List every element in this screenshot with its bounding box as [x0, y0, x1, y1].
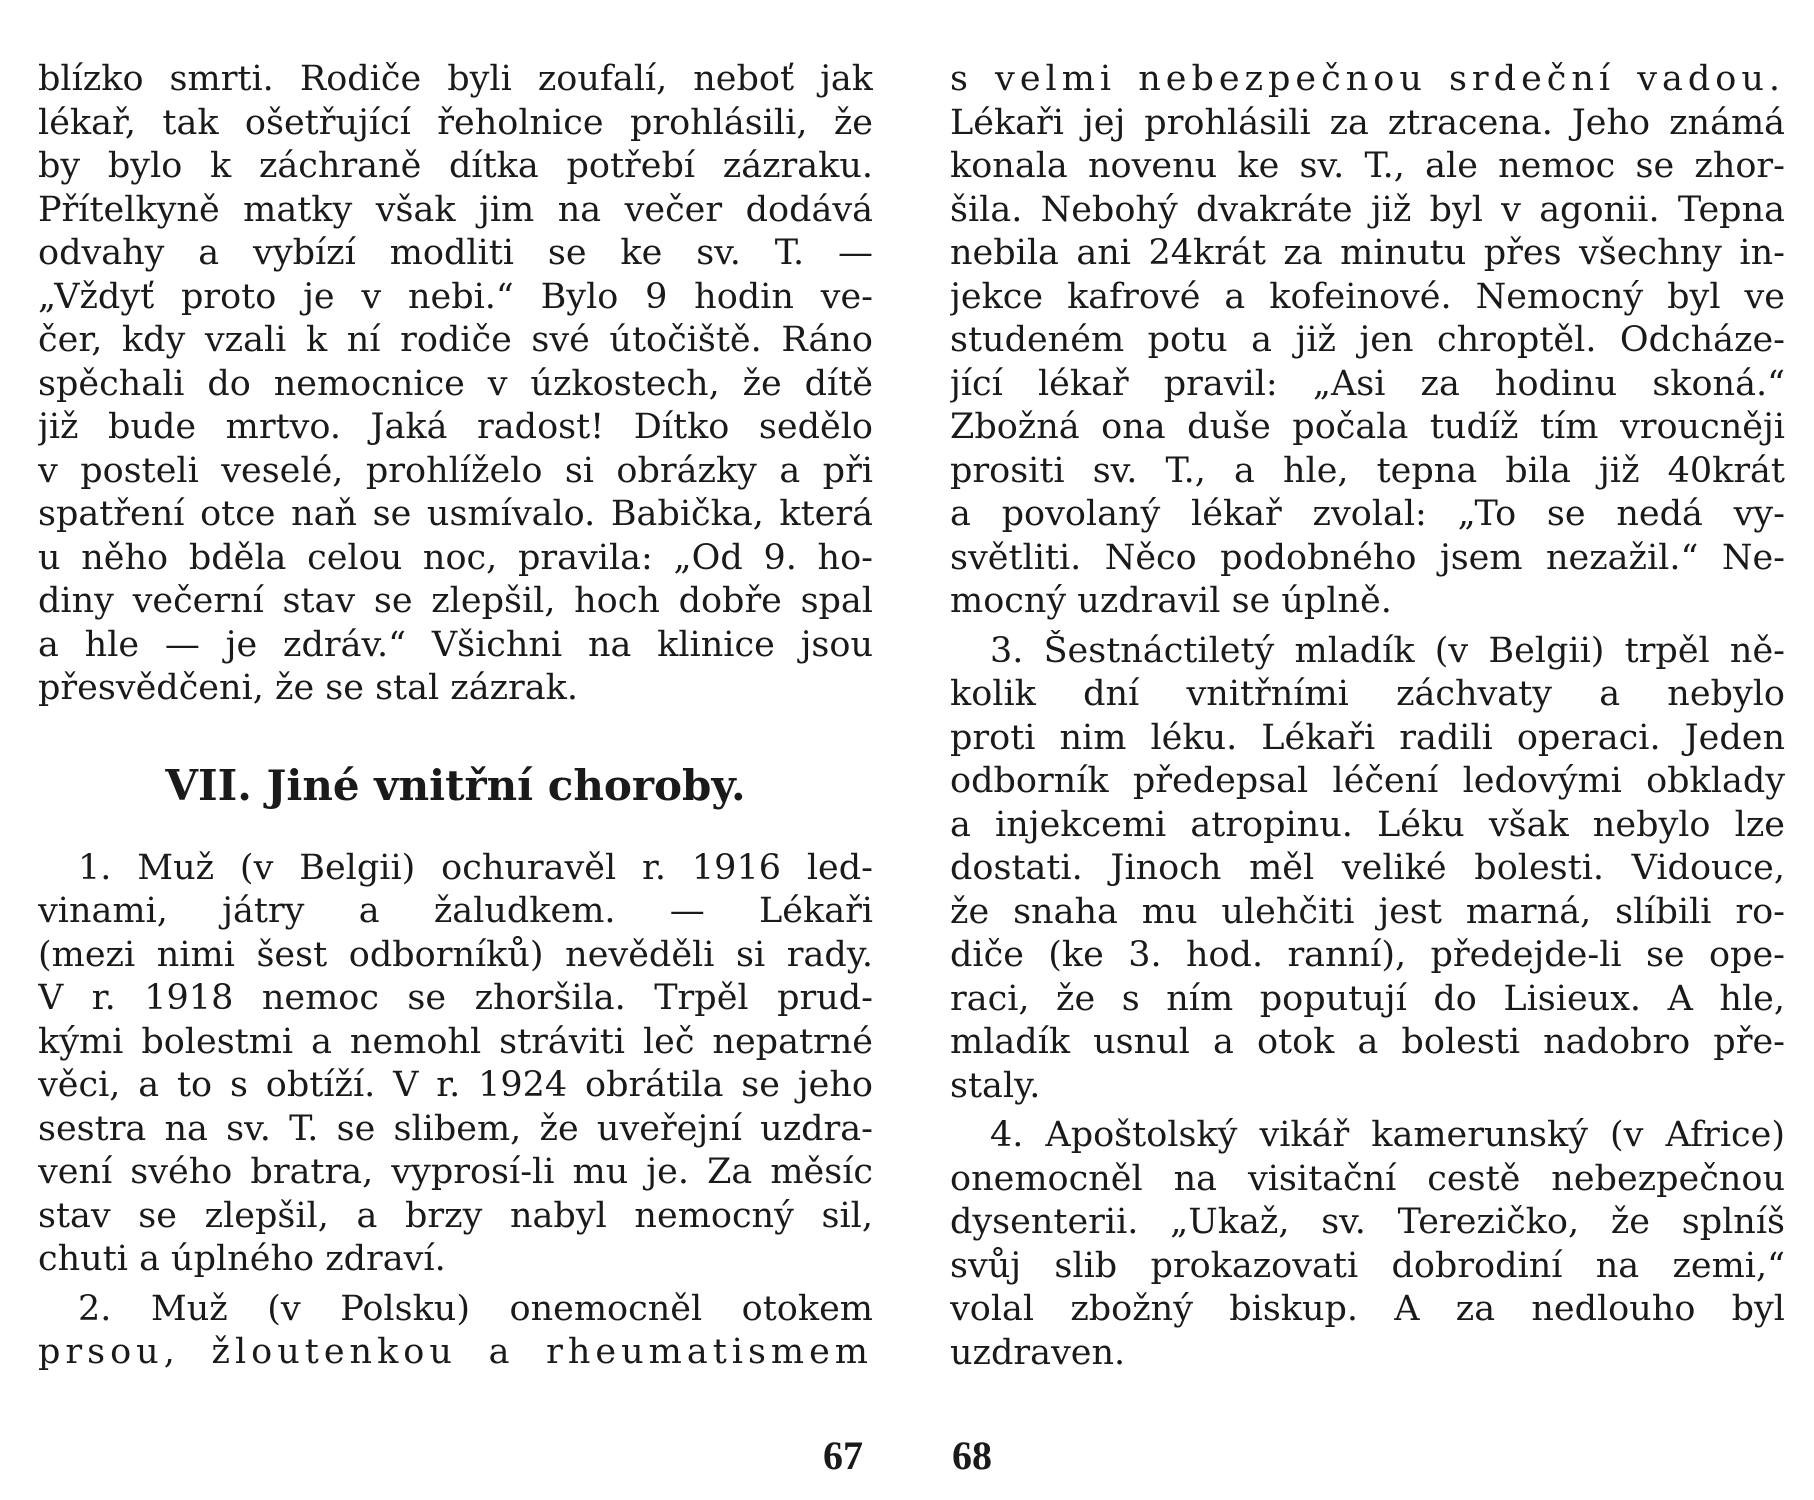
text-line: stav se zlepšil, a brzy nabyl nemocný sil,	[38, 1195, 873, 1236]
text-line: diče (ke 3. hod. ranní), předejde-li se ope-	[950, 935, 1785, 975]
text-line: (mezi nimi šest odborníků) nevěděli si rady.	[38, 934, 873, 975]
text-line: dysenterii. „Ukaž, sv. Terezičko, že splníš	[950, 1202, 1785, 1242]
text-line: uzdraven.	[950, 1332, 1126, 1373]
text-line: 4. Apoštolský vikář kamerunský (v Africe)	[990, 1115, 1785, 1155]
text-line: jekce kafrové a kofeinové. Nemocný byl ve	[950, 276, 1785, 317]
text-line: 3. Šestnáctiletý mladík (v Belgii) trpěl ně-	[990, 630, 1785, 671]
page-number-right: 68	[952, 1433, 992, 1478]
page-number-left: 67	[823, 1433, 863, 1478]
right-paragraph-4	[950, 1114, 1785, 1375]
text-line: světliti. Něco podobného jsem nezažil.“ Ne-	[950, 537, 1785, 578]
text-line: již bude mrtvo. Jaká radost! Dítko sedělo	[38, 407, 873, 447]
text-line: Přítelkyně matky však jim na večer dodává	[38, 189, 873, 230]
text-line: prositi sv. T., a hle, tepna bila již 40krát	[950, 450, 1785, 491]
left-paragraph-1	[38, 847, 873, 1282]
text-line: 2. Muž (v Polsku) onemocněl otokem	[78, 1288, 873, 1329]
text-line: Lékaři jej prohlásili za ztracena. Jeho známá	[950, 102, 1785, 143]
text-line: odborník předepsal léčení ledovými obklady	[950, 761, 1785, 801]
text-line: kými bolestmi a nemohl stráviti leč nepatrné	[38, 1021, 873, 1062]
text-line: odvahy a vybízí modliti se ke sv. T. —	[38, 233, 873, 273]
text-line: a injekcemi atropinu. Léku však nebylo lze	[950, 804, 1785, 845]
text-line: prsou, žloutenkou a rheumatismem	[38, 1332, 873, 1372]
text-line: čer, kdy vzali k ní rodiče své útočiště. Ráno	[38, 320, 873, 360]
text-line: vinami, játry a žaludkem. — Lékaři	[38, 891, 873, 931]
text-line: nebila ani 24krát za minutu přes všechny in-	[950, 233, 1785, 273]
text-line: blízko smrti. Rodiče byli zoufalí, neboť jak	[38, 59, 873, 99]
text-line: by bylo k záchraně dítka potřebí zázraku.	[38, 146, 873, 186]
left-page	[38, 58, 873, 1375]
text-line: svůj slib prokazovati dobrodiní na zemi,“	[950, 1245, 1785, 1286]
text-line: konala novenu ke sv. T., ale nemoc se zhor-	[950, 146, 1785, 186]
right-page	[950, 58, 1785, 1375]
text-line: volal zbožný biskup. A za nedlouho byl	[950, 1289, 1785, 1329]
text-line: a povolaný lékař zvolal: „To se nedá vy-	[950, 494, 1785, 534]
text-line: Zbožná ona duše počala tudíž tím vroucněji	[950, 407, 1785, 447]
text-line: přesvědčeni, že se stal zázrak.	[38, 668, 578, 708]
text-line: „Vždyť proto je v nebi.“ Bylo 9 hodin ve-	[38, 276, 873, 317]
text-line: diny večerní stav se zlepšil, hoch dobře spal	[38, 581, 873, 621]
left-paragraph-2	[38, 1288, 873, 1375]
text-line: 1. Muž (v Belgii) ochuravěl r. 1916 led-	[78, 847, 873, 888]
text-line: mladík usnul a otok a bolesti nadobro pře-	[950, 1022, 1785, 1062]
text-line: šila. Nebohý dvakráte již byl v agonii. Tepna	[950, 189, 1785, 230]
text-line: s velmi nebezpečnou srdeční vadou.	[950, 59, 1785, 99]
text-line: u něho bděla celou noc, pravila: „Od 9. ho-	[38, 537, 873, 578]
text-line: spatření otce naň se usmívalo. Babička, která	[38, 494, 873, 534]
text-line: věci, a to s obtíží. V r. 1924 obrátila se jeho	[38, 1065, 873, 1105]
text-line: V r. 1918 nemoc se zhoršila. Trpěl prud-	[38, 978, 873, 1018]
text-line: proti nim léku. Lékaři radili operaci. Jeden	[950, 717, 1785, 758]
left-paragraph-continuation	[38, 58, 873, 711]
text-line: spěchali do nemocnice v úzkostech, že dítě	[38, 363, 873, 404]
text-line: v posteli veselé, prohlíželo si obrázky a při	[38, 450, 873, 491]
text-line: onemocněl na visitační cestě nebezpečnou	[950, 1158, 1785, 1199]
right-paragraph-continuation	[950, 58, 1785, 624]
text-line: raci, že s ním poputují do Lisieux. A hle,	[950, 978, 1785, 1019]
text-line: že snaha mu ulehčiti jest marná, slíbili ro-	[950, 891, 1785, 932]
text-line: vení svého bratra, vyprosí-li mu je. Za měsíc	[38, 1152, 873, 1192]
text-line: dostati. Jinoch měl veliké bolesti. Vidouce,	[950, 848, 1785, 888]
text-line: lékař, tak ošetřující řeholnice prohlásili, že	[38, 102, 873, 143]
text-line: a hle — je zdráv.“ Všichni na klinice jsou	[38, 624, 873, 665]
text-line: jící lékař pravil: „Asi za hodinu skoná.“	[950, 363, 1785, 404]
text-line: kolik dní vnitřními záchvaty a nebylo	[950, 674, 1785, 714]
text-line: mocný uzdravil se úplně.	[950, 581, 1392, 621]
right-paragraph-3	[950, 630, 1785, 1109]
text-line: staly.	[950, 1065, 1041, 1106]
text-line: studeném potu a již jen chroptěl. Odcháze-	[950, 320, 1785, 360]
text-line: chuti a úplného zdraví.	[38, 1239, 446, 1279]
section-heading: VII. Jiné vnitřní choroby.	[165, 760, 746, 810]
text-line: sestra na sv. T. se slibem, že uveřejní uzdra-	[38, 1108, 873, 1149]
